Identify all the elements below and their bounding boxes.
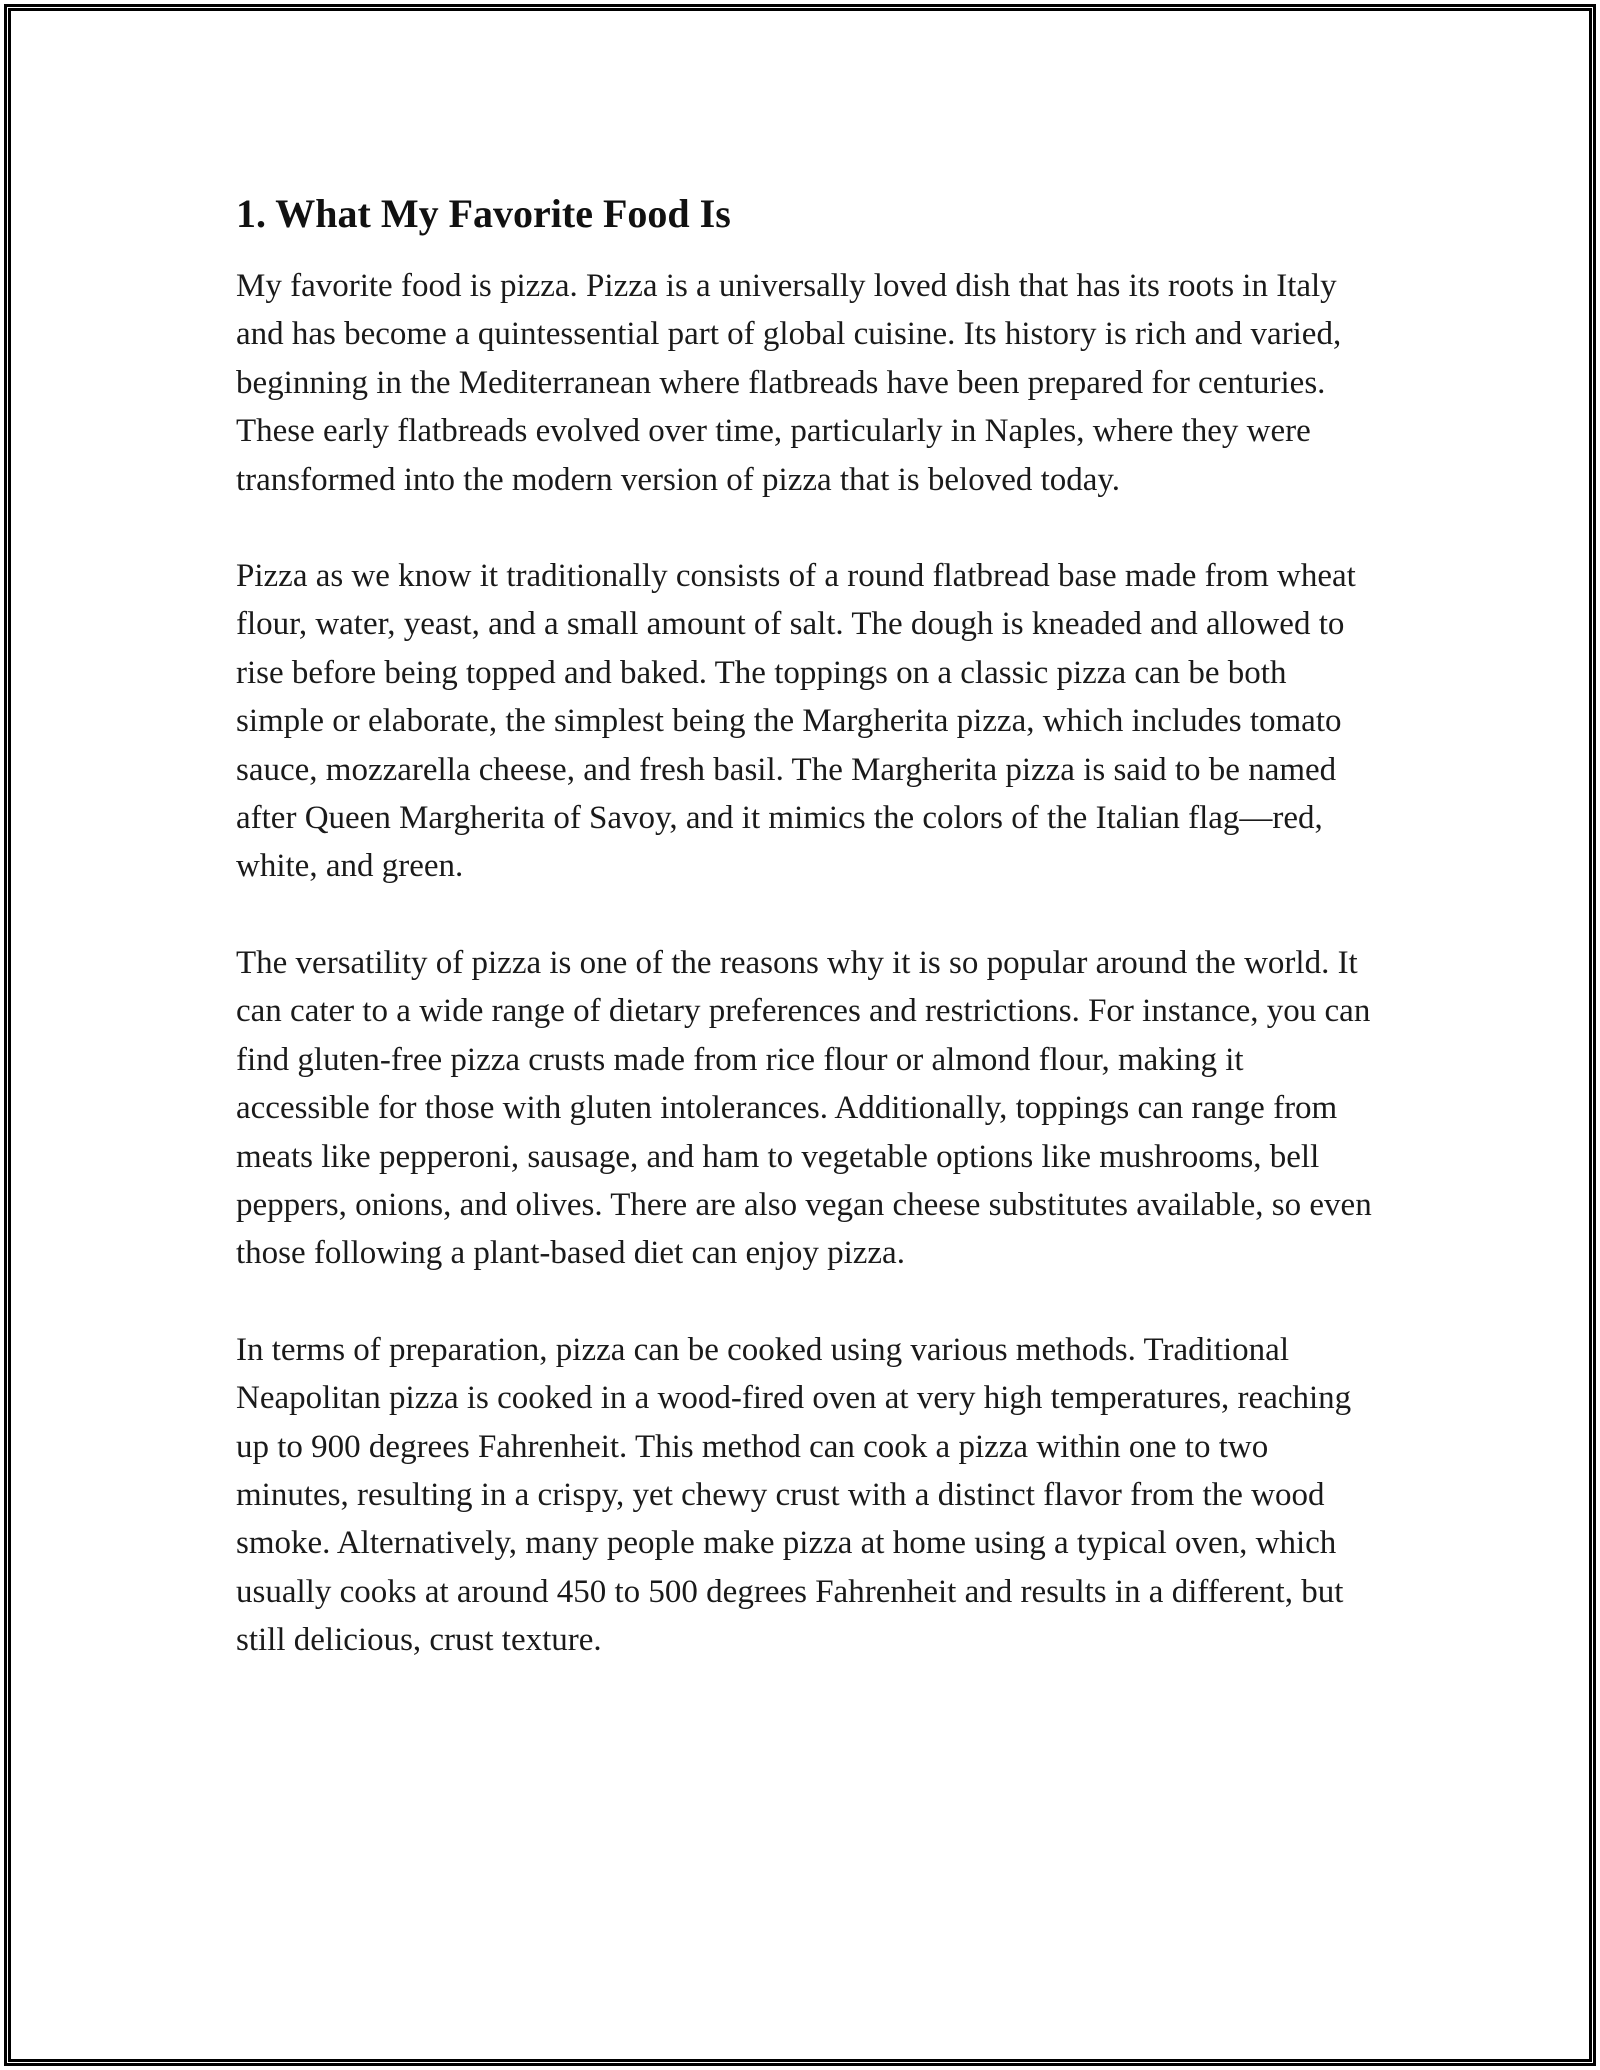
paragraph-intro: My favorite food is pizza. Pizza is a universally loved dish that has its roots in Italy and has become a quintessential part of global cuisine. Its history is rich and varied, beginning in the Mediterranean where flatbreads have been prepared for centuries. These early flatbreads evolved over time, particularly in Naples, where they were transformed into the modern version of pizza that is beloved today. bbox=[236, 268, 1342, 498]
document-body bbox=[236, 188, 1376, 1713]
section-title: 1. What My Favorite Food Is bbox=[236, 191, 731, 236]
paragraph-preparation: In terms of preparation, pizza can be cooked using various methods. Traditional Neapolitan pizza is cooked in a wood-fired oven at very high temperatures, reaching up to 900 degrees Fahrenheit. This method can cook a pizza within one to two minutes, resulting in a crispy, yet chewy crust with a distinct flavor from the wood smoke. Alternatively, many people make pizza at home using a typical oven, which usually cooks at around 450 to 500 degrees Fahrenheit and results in a different, but still delicious, crust texture. bbox=[236, 1331, 1352, 1659]
paragraph-composition: Pizza as we know it traditionally consists of a round flatbread base made from wheat flour, water, yeast, and a small amount of salt. The dough is kneaded and allowed to rise before being topped and baked. The toppings on a classic pizza can be both simple or elaborate, the simplest being the Margherita pizza, which includes tomato sauce, mozzarella cheese, and fresh basil. The Margherita pizza is said to be named after Queen Margherita of Savoy, and it mimics the colors of the Italian flag—red, white, and green. bbox=[236, 558, 1356, 885]
paragraph-versatility: The versatility of pizza is one of the reasons why it is so popular around the world. It can cater to a wide range of dietary preferences and restrictions. For instance, you can find gluten-free pizza crusts made from rice flour or almond flour, making it accessible for those with gluten intolerances. Additionally, toppings can range from meats like pepperoni, sausage, and ham to vegetable options like mushrooms, bell peppers, onions, and olives. There are also vegan cheese substitutes available, so even those following a plant-based diet can enjoy pizza. bbox=[236, 944, 1372, 1272]
